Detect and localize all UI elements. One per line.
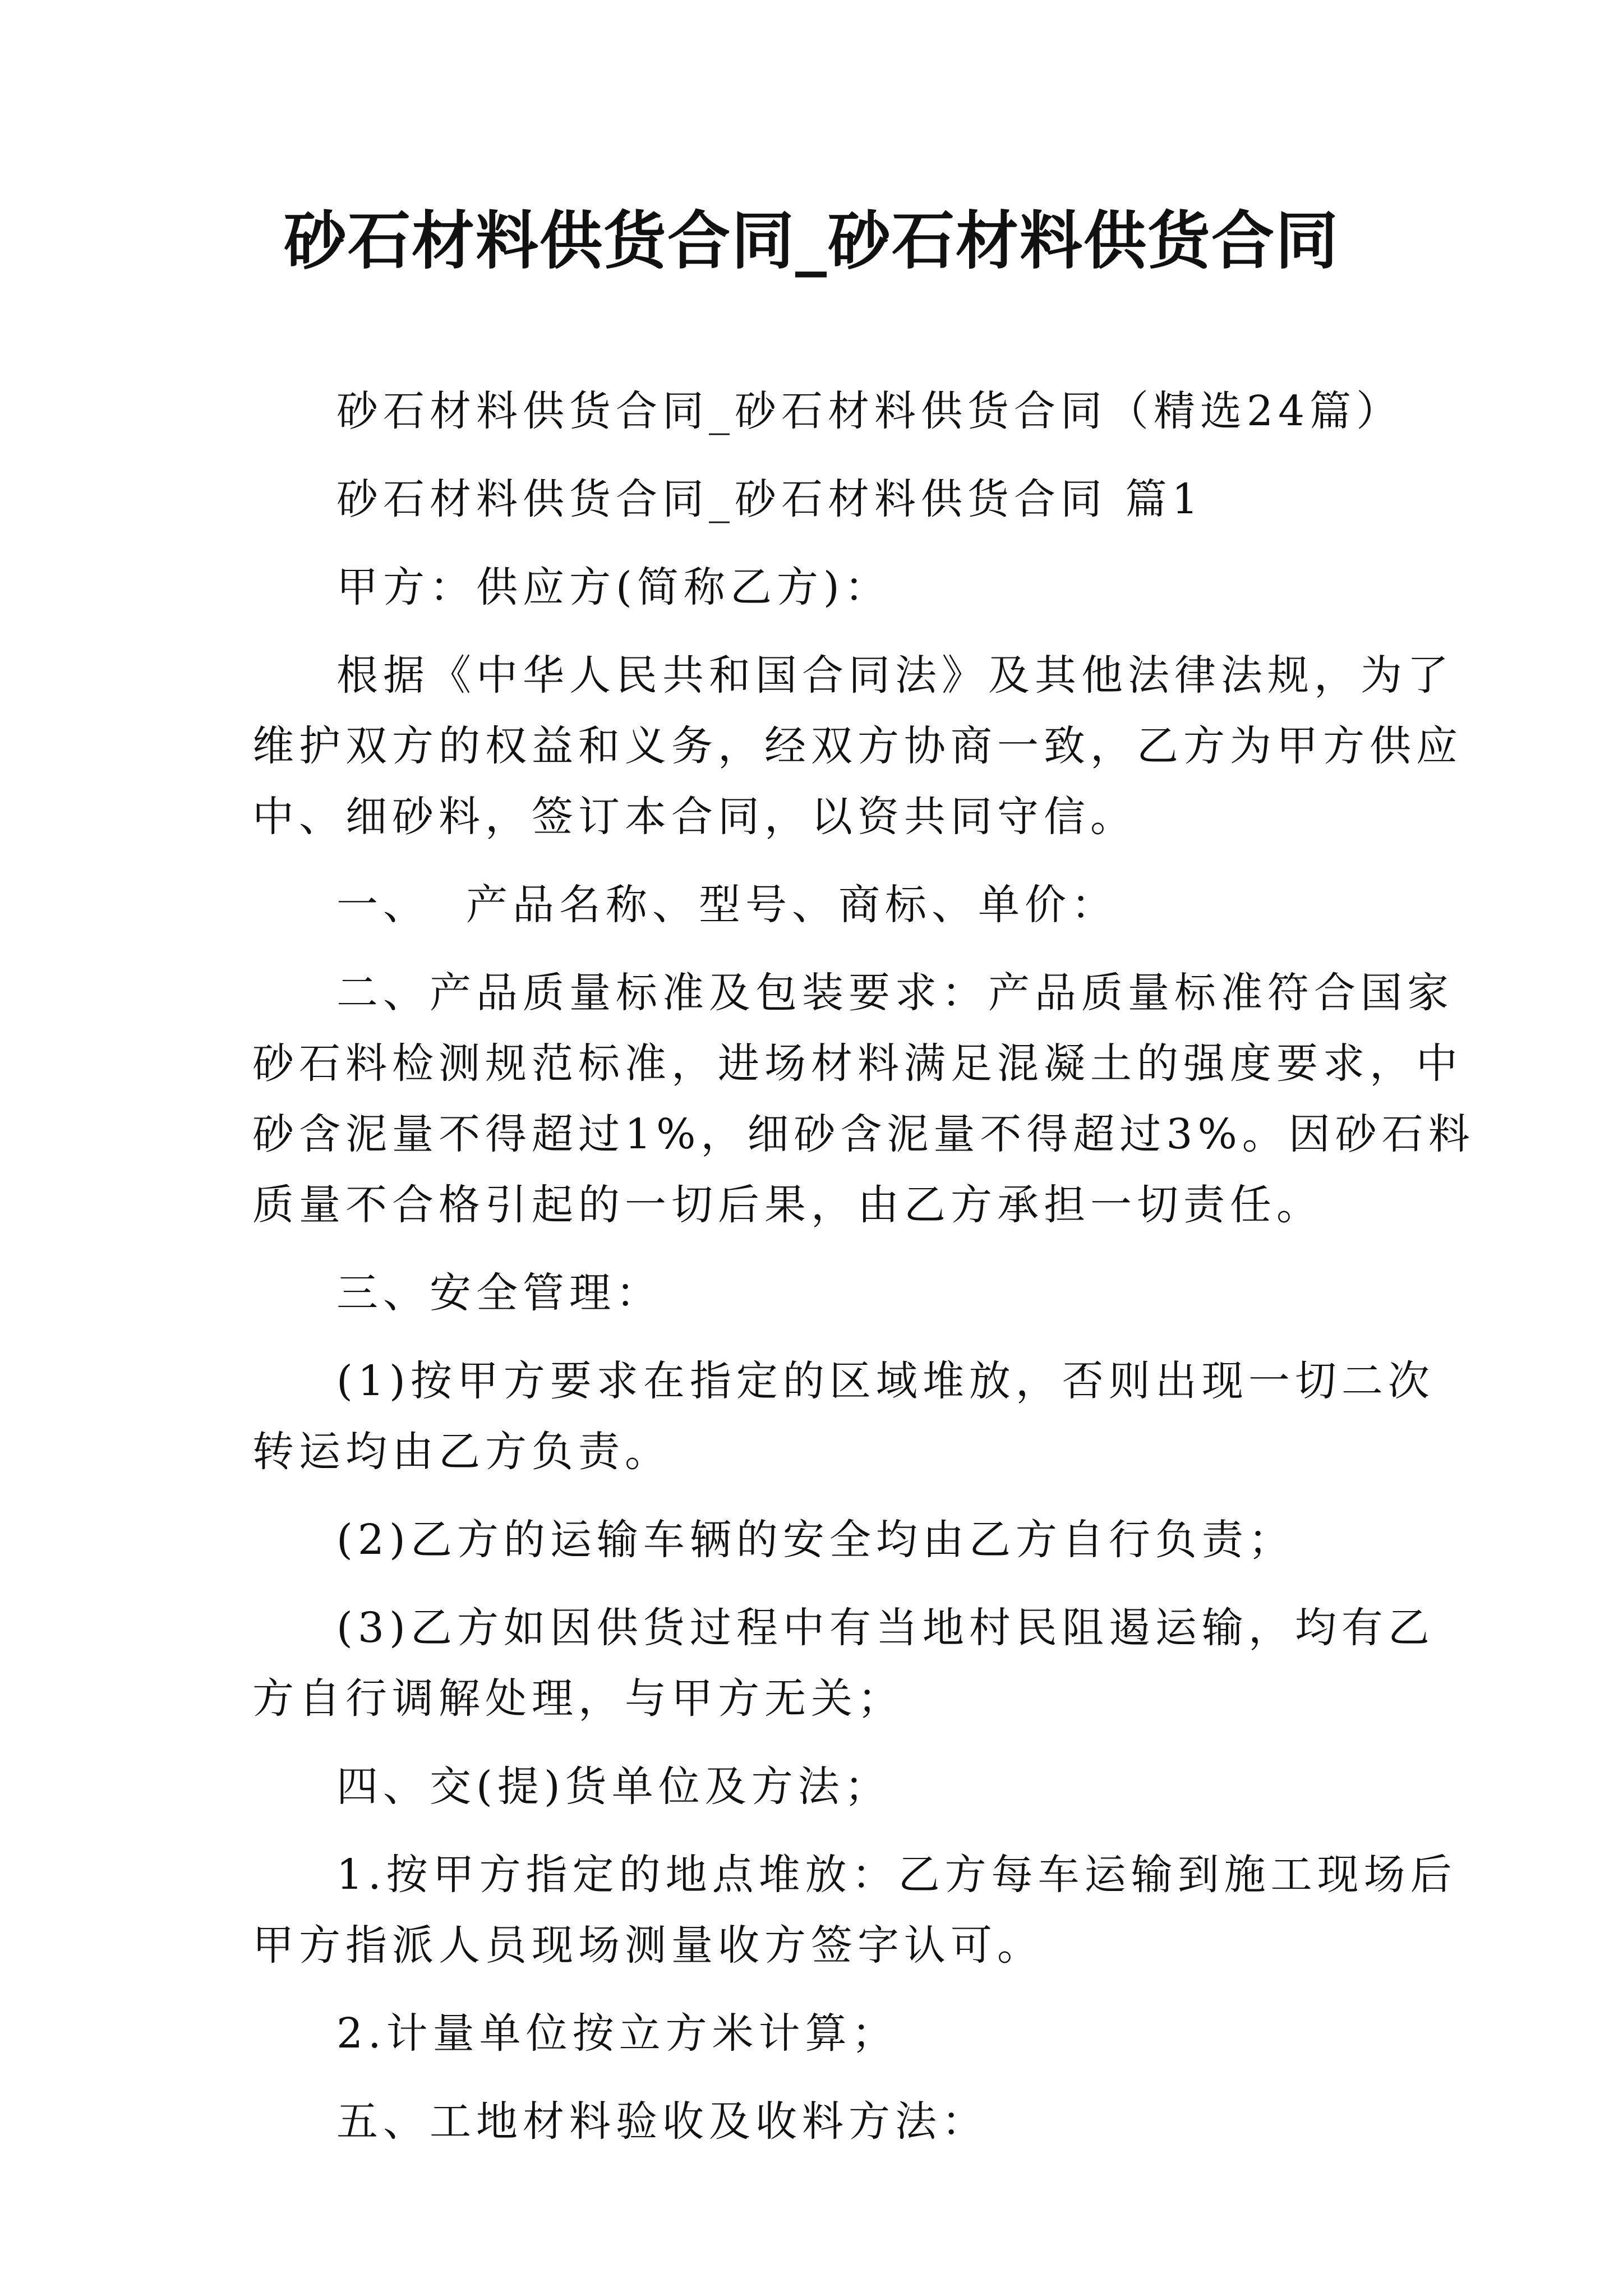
document-title: 砂石材料供货合同_砂石材料供货合同 <box>284 204 1339 278</box>
paragraph-line: 质量不合格引起的一切后果，由乙方承担一切责任。 <box>252 1181 1323 1229</box>
paragraph-line: 砂石材料供货合同_砂石材料供货合同 篇1 <box>336 475 1204 523</box>
paragraph-line: 砂含泥量不得超过1%，细砂含泥量不得超过3%。因砂石料 <box>252 1110 1475 1158</box>
paragraph-section-1 <box>252 869 1391 940</box>
paragraph-line: (2)乙方的运输车辆的安全均由乙方自行负责； <box>336 1516 1295 1564</box>
paragraph-line: (3)乙方如因供货过程中有当地村民阻遏运输，均有乙 <box>336 1604 1435 1652</box>
paragraph-delivery-2 <box>252 1998 1391 2069</box>
paragraph-chapter <box>252 464 1391 535</box>
paragraph-item-3 <box>252 1593 1435 1734</box>
paragraph-item-2 <box>252 1504 1391 1575</box>
paragraph-line: 根据《中华人民共和国合同法》及其他法律法规，为了 <box>336 651 1454 700</box>
paragraph-basis <box>252 640 1463 852</box>
paragraph-parties <box>252 552 1391 623</box>
paragraph-section-3 <box>252 1258 1391 1328</box>
paragraph-line: 一、 产品名称、型号、商标、单价： <box>336 881 1118 929</box>
paragraph-line: 二、产品质量标准及包装要求：产品质量标准符合国家 <box>336 969 1454 1017</box>
paragraph-section-4 <box>252 1751 1391 1822</box>
paragraph-line: 维护双方的权益和义务，经双方协商一致，乙方为甲方供应 <box>252 722 1463 770</box>
paragraph-line: 中、细砂料，签订本合同，以资共同守信。 <box>252 793 1137 841</box>
paragraph-line: 砂石材料供货合同_砂石材料供货合同（精选24篇） <box>336 387 1403 435</box>
paragraph-delivery-1 <box>252 1839 1457 1981</box>
paragraph-item-1 <box>252 1346 1435 1487</box>
paragraph-line: 转运均由乙方负责。 <box>252 1428 671 1476</box>
paragraph-line: 1.按甲方指定的地点堆放：乙方每车运输到施工现场后 <box>336 1851 1457 1899</box>
paragraph-line: 方自行调解处理，与甲方无关； <box>252 1674 904 1723</box>
paragraph-line: 甲方：供应方(简称乙方)： <box>336 563 891 611</box>
paragraph-line: 2.计量单位按立方米计算； <box>336 2009 898 2058</box>
paragraph-line: 五、工地材料验收及收料方法： <box>336 2097 988 2146</box>
paragraph-line: 砂石料检测规范标准，进场材料满足混凝土的强度要求，中 <box>252 1039 1463 1088</box>
paragraph-line: 甲方指派人员现场测量收方签字认可。 <box>252 1921 1044 1970</box>
paragraph-line: 四、交(提)货单位及方法； <box>336 1763 891 1811</box>
paragraph-intro <box>252 376 1403 447</box>
paragraph-section-2 <box>252 958 1475 1240</box>
paragraph-line: (1)按甲方要求在指定的区域堆放，否则出现一切二次 <box>336 1357 1435 1405</box>
paragraph-line: 三、安全管理： <box>336 1269 662 1317</box>
document-body <box>252 376 1475 2157</box>
paragraph-section-5 <box>252 2086 1391 2157</box>
